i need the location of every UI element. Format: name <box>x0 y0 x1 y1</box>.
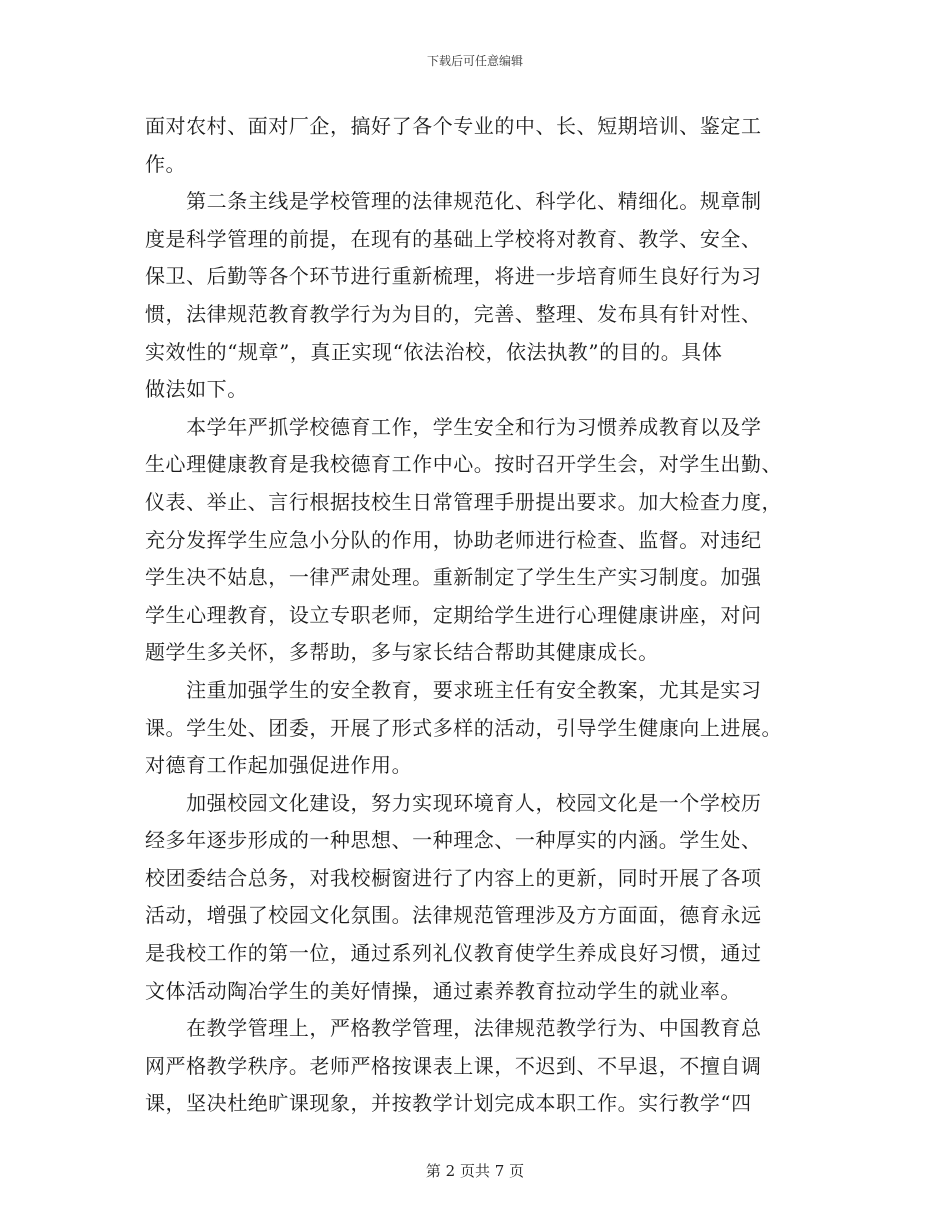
text-line: 课，坚决杜绝旷课现象，并按教学计划完成本职工作。实行教学“四 <box>145 1091 752 1116</box>
text-line: 注重加强学生的安全教育，要求班主任有安全教案，尤其是实习 <box>145 677 762 702</box>
text-line: 学生心理教育，设立专职老师，定期给学生进行心理健康讲座，对问 <box>145 602 762 627</box>
text-line: 作。 <box>145 151 187 176</box>
text-line: 做法如下。 <box>145 377 248 402</box>
document-body <box>145 108 807 1123</box>
text-line: 加强校园文化建设，努力实现环境育人，校园文化是一个学校历 <box>145 790 762 815</box>
text-line: 第二条主线是学校管理的法律规范化、科学化、精细化。规章制 <box>145 189 762 214</box>
text-line: 保卫、后勤等各个环节进行重新梳理，将进一步培育师生良好行为习 <box>145 264 762 289</box>
text-line: 面对农村、面对厂企，搞好了各个专业的中、长、短期培训、鉴定工 <box>145 114 762 138</box>
text-line: 活动，增强了校园文化氛围。法律规范管理涉及方方面面，德育永远 <box>145 903 762 928</box>
text-line: 实效性的“规章”，真正实现“依法治校，依法执教”的目的。具体 <box>145 339 723 364</box>
text-line: 在教学管理上，严格教学管理，法律规范教学行为、中国教育总 <box>145 1016 762 1041</box>
text-line: 经多年逐步形成的一种思想、一种理念、一种厚实的内涵。学生处、 <box>145 828 762 853</box>
page-number-footer: 第 2 页共 7 页 <box>425 1162 525 1180</box>
text-line: 文体活动陶冶学生的美好情操，通过素养教育拉动学生的就业率。 <box>145 978 741 1003</box>
text-line: 度是科学管理的前提，在现有的基础上学校将对教育、教学、安全、 <box>145 226 762 251</box>
text-line: 充分发挥学生应急小分队的作用，协助老师进行检查、监督。对违纪 <box>145 527 762 552</box>
text-line: 网严格教学秩序。老师严格按课表上课，不迟到、不早退，不擅自调 <box>145 1053 762 1078</box>
text-line: 对德育工作起加强促进作用。 <box>145 753 413 778</box>
text-line: 惯，法律规范教育教学行为为目的，完善、整理、发布具有针对性、 <box>145 301 762 326</box>
text-line: 题学生多关怀，多帮助，多与家长结合帮助其健康成长。 <box>145 640 659 665</box>
text-line: 仪表、举止、言行根据技校生日常管理手册提出要求。加大检查力度， <box>145 489 783 514</box>
text-line: 课。学生处、团委，开展了形式多样的活动，引导学生健康向上进展。 <box>145 715 783 740</box>
text-line: 本学年严抓学校德育工作，学生安全和行为习惯养成教育以及学 <box>145 414 762 439</box>
text-line: 学生决不姑息，一律严肃处理。重新制定了学生生产实习制度。加强 <box>145 565 762 590</box>
text-line: 生心理健康教育是我校德育工作中心。按时召开学生会，对学生出勤、 <box>145 452 783 477</box>
text-line: 是我校工作的第一位，通过系列礼仪教育使学生养成良好习惯，通过 <box>145 941 762 966</box>
page-header: 下载后可任意编辑 <box>426 54 523 68</box>
text-line: 校团委结合总务，对我校橱窗进行了内容上的更新，同时开展了各项 <box>145 865 762 890</box>
